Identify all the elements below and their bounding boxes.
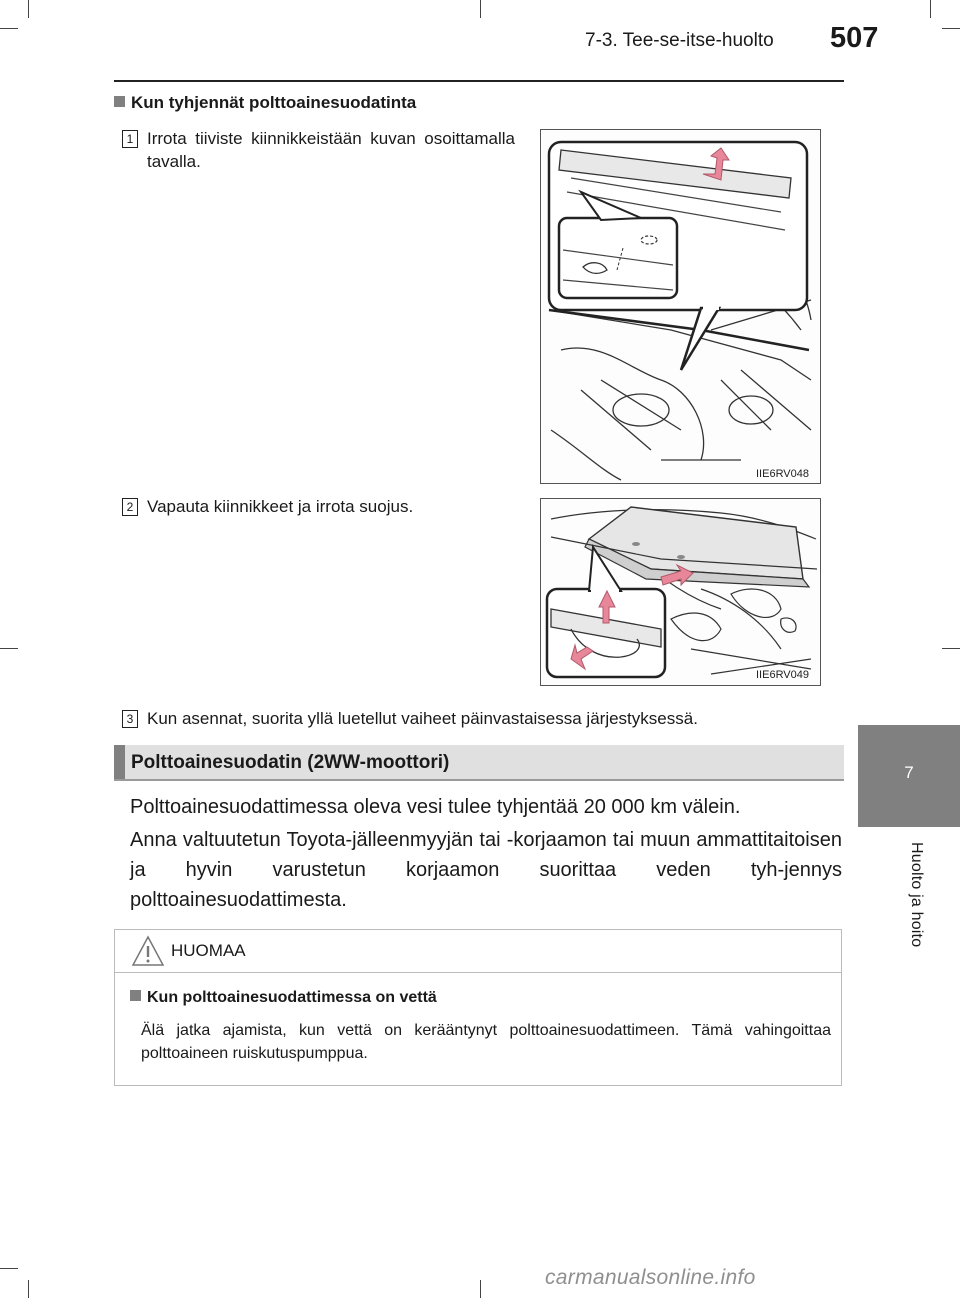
step-text: Vapauta kiinnikkeet ja irrota suojus. bbox=[147, 497, 414, 516]
body-paragraph: Polttoainesuodattimessa oleva vesi tulee tyhjentää 20 000 km välein. bbox=[130, 796, 741, 818]
notice-title: HUOMAA bbox=[171, 941, 246, 960]
chapter-number: 7 bbox=[904, 763, 914, 782]
crop-mark bbox=[28, 1280, 29, 1298]
section-title: Polttoainesuodatin (2WW-moottori) bbox=[131, 752, 450, 773]
step-text: Kun asennat, suorita yllä luetellut vaiheet päinvastaisessa järjestyksessä. bbox=[147, 709, 698, 728]
step-number-badge: 1 bbox=[122, 130, 138, 148]
square-bullet-icon bbox=[114, 96, 125, 107]
illustration-cover-removal bbox=[540, 498, 821, 686]
crop-mark bbox=[0, 1268, 18, 1269]
engine-bay-drawing bbox=[541, 130, 820, 483]
caution-notice bbox=[114, 929, 842, 1086]
crop-mark bbox=[0, 648, 18, 649]
square-bullet-icon bbox=[130, 990, 141, 1001]
crop-mark bbox=[930, 0, 931, 18]
body-paragraph: Anna valtuutetun Toyota-jälleenmyyjän tai -korjaamon tai muun ammattitaitoisen ja hyvin varustetun korjaamon suorittaa veden tyh-jennys polttoainesuodattimesta. bbox=[130, 829, 842, 911]
page-number: 507 bbox=[830, 22, 879, 54]
chapter-title: Huolto ja hoito bbox=[908, 842, 925, 948]
crop-mark bbox=[480, 0, 481, 18]
crop-mark bbox=[480, 1280, 481, 1298]
subsection-heading-text: Kun tyhjennät polttoainesuodatinta bbox=[131, 93, 417, 112]
figure-code: IIE6RV048 bbox=[756, 468, 810, 480]
notice-text: Älä jatka ajamista, kun vettä on kerääntynyt polttoainesuodattimeen. Tämä vahingoittaa polttoaineen ruiskutuspumppua. bbox=[141, 1022, 831, 1062]
warning-triangle-icon bbox=[131, 935, 165, 967]
watermark: carmanualsonline.info bbox=[545, 1266, 756, 1289]
cover-release-drawing bbox=[541, 499, 820, 685]
crop-mark bbox=[942, 28, 960, 29]
illustration-seal-removal bbox=[540, 129, 821, 484]
subsection-heading bbox=[114, 93, 416, 113]
chapter-tab bbox=[858, 725, 960, 827]
notice-subheading-text: Kun polttoainesuodattimessa on vettä bbox=[147, 989, 437, 1006]
figure-code: IIE6RV049 bbox=[756, 669, 810, 681]
header-section-title: 7-3. Tee-se-itse-huolto bbox=[585, 30, 774, 51]
crop-mark bbox=[28, 0, 29, 18]
section-heading-bar bbox=[114, 745, 844, 781]
notice-subheading bbox=[130, 989, 437, 1007]
step-number-badge: 2 bbox=[122, 498, 138, 516]
step-number-badge: 3 bbox=[122, 710, 138, 728]
step-text: Irrota tiiviste kiinnikkeistään kuvan osoittamalla tavalla. bbox=[147, 129, 515, 171]
crop-mark bbox=[942, 648, 960, 649]
section-bar-accent bbox=[114, 745, 125, 779]
crop-mark bbox=[0, 28, 18, 29]
header-rule bbox=[114, 80, 844, 82]
notice-header bbox=[115, 930, 841, 973]
